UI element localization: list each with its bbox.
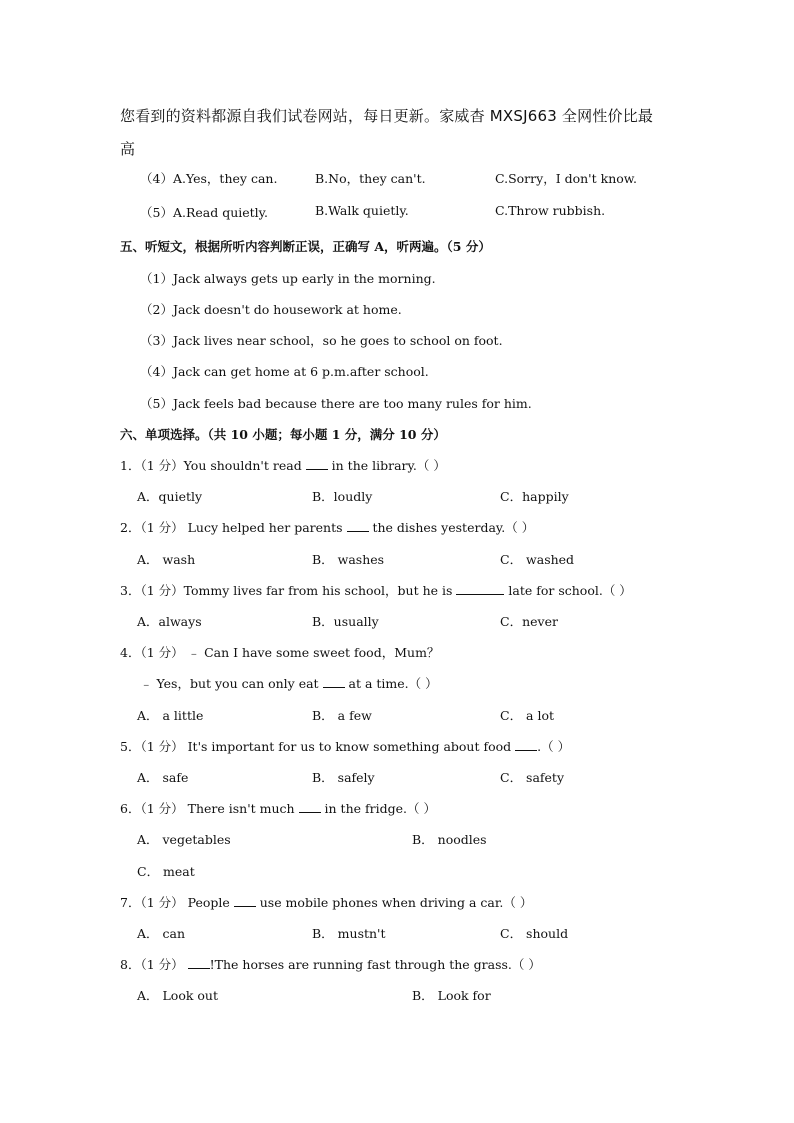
q4-option-c: C． a lot	[500, 708, 555, 723]
q4-stem-line1: 4．（1 分） ﹣ Can I have some sweet food，Mum？	[120, 645, 440, 660]
q1-stem-pre: 1．（1 分）You shouldn't read	[120, 458, 306, 473]
q3-stem-post: late for school.（ ）	[504, 583, 632, 598]
q6-option-c: C． meat	[137, 864, 195, 879]
s4-q5-option-c: C.Throw rubbish.	[495, 203, 606, 218]
s4-q4-option-a: （4）A.Yes，they can.	[140, 171, 278, 186]
q1-option-c: C．happily	[500, 489, 569, 504]
q8-stem-pre: 8．（1 分）	[120, 957, 188, 972]
q2-stem-post: the dishes yesterday.（ ）	[368, 520, 535, 535]
q5-stem-post: .（ ）	[537, 739, 571, 754]
q3-option-b: B．usually	[312, 614, 379, 629]
q8-stem	[120, 955, 541, 973]
s5-item-4: （4）Jack can get home at 6 p.m.after school.	[140, 364, 429, 379]
q3-option-a: A．always	[137, 614, 202, 629]
q3-blank	[456, 584, 504, 595]
q6-stem-post: in the fridge.（ ）	[320, 801, 436, 816]
q6-option-a: A． vegetables	[137, 832, 231, 847]
q1-blank	[306, 459, 328, 470]
q1-stem	[120, 456, 446, 474]
q4-blank	[323, 677, 345, 688]
q1-option-b: B．loudly	[312, 489, 373, 504]
s5-item-5: （5）Jack feels bad because there are too many rules for him.	[140, 396, 532, 411]
q8-stem-post: !The horses are running fast through the grass.（ ）	[209, 957, 541, 972]
q6-blank	[299, 802, 321, 813]
q2-blank	[347, 521, 369, 532]
section5-heading: 五、听短文，根据所听内容判断正误，正确写 A，听两遍。（5 分）	[120, 239, 491, 254]
q5-option-a: A． safe	[137, 770, 189, 785]
q2-option-c: C． washed	[500, 552, 575, 567]
q6-option-b: B． noodles	[412, 832, 487, 847]
s4-q4-option-b: B.No，they can't.	[315, 171, 426, 186]
q7-option-a: A． can	[137, 926, 186, 941]
q3-option-c: C．never	[500, 614, 558, 629]
q5-option-c: C． safety	[500, 770, 565, 785]
q6-stem-pre: 6．（1 分） There isn't much	[120, 801, 299, 816]
section6-heading: 六、单项选择。（共 10 小题；每小题 1 分，满分 10 分）	[120, 427, 446, 442]
q1-option-a: A．quietly	[137, 489, 203, 504]
q8-blank	[188, 958, 210, 969]
q7-stem-post: use mobile phones when driving a car.（ ）	[255, 895, 533, 910]
q5-stem-pre: 5．（1 分） It's important for us to know something about food	[120, 739, 516, 754]
q3-stem	[120, 581, 632, 599]
q2-option-a: A． wash	[137, 552, 196, 567]
q2-stem-pre: 2．（1 分） Lucy helped her parents	[120, 520, 347, 535]
q6-stem	[120, 799, 436, 817]
q5-blank	[515, 740, 537, 751]
q4-option-b: B． a few	[312, 708, 372, 723]
q4-stem-post: at a time.（ ）	[344, 676, 438, 691]
s5-item-3: （3）Jack lives near school，so he goes to school on foot.	[140, 333, 503, 348]
s4-q5-option-b: B.Walk quietly.	[315, 203, 409, 218]
s4-q5-option-a: （5）A.Read quietly.	[140, 205, 269, 220]
q7-blank	[234, 896, 256, 907]
q7-option-c: C． should	[500, 926, 569, 941]
q8-option-b: B． Look for	[412, 988, 491, 1003]
q7-option-b: B． mustn't	[312, 926, 386, 941]
q1-stem-post: in the library.（ ）	[327, 458, 446, 473]
s5-item-1: （1）Jack always gets up early in the morning.	[140, 271, 436, 286]
q2-stem	[120, 518, 534, 536]
s4-q4-option-c: C.Sorry，I don't know.	[495, 171, 637, 186]
q4-option-a: A． a little	[137, 708, 204, 723]
watermark-banner-line1: 您看到的资料都源自我们试卷网站，每日更新。家威杳 MXSJ663 全网性价比最	[120, 107, 654, 125]
watermark-banner-line2: 高	[120, 140, 136, 158]
q4-stem-line2	[140, 674, 438, 692]
q2-option-b: B． washes	[312, 552, 385, 567]
q8-option-a: A． Look out	[137, 988, 218, 1003]
q5-option-b: B． safely	[312, 770, 375, 785]
s5-item-2: （2）Jack doesn't do housework at home.	[140, 302, 402, 317]
q3-stem-pre: 3．（1 分）Tommy lives far from his school，but he is	[120, 583, 457, 598]
q5-stem	[120, 737, 570, 755]
q7-stem	[120, 893, 532, 911]
q4-stem-pre: ﹣ Yes，but you can only eat	[140, 676, 323, 691]
q7-stem-pre: 7．（1 分） People	[120, 895, 234, 910]
